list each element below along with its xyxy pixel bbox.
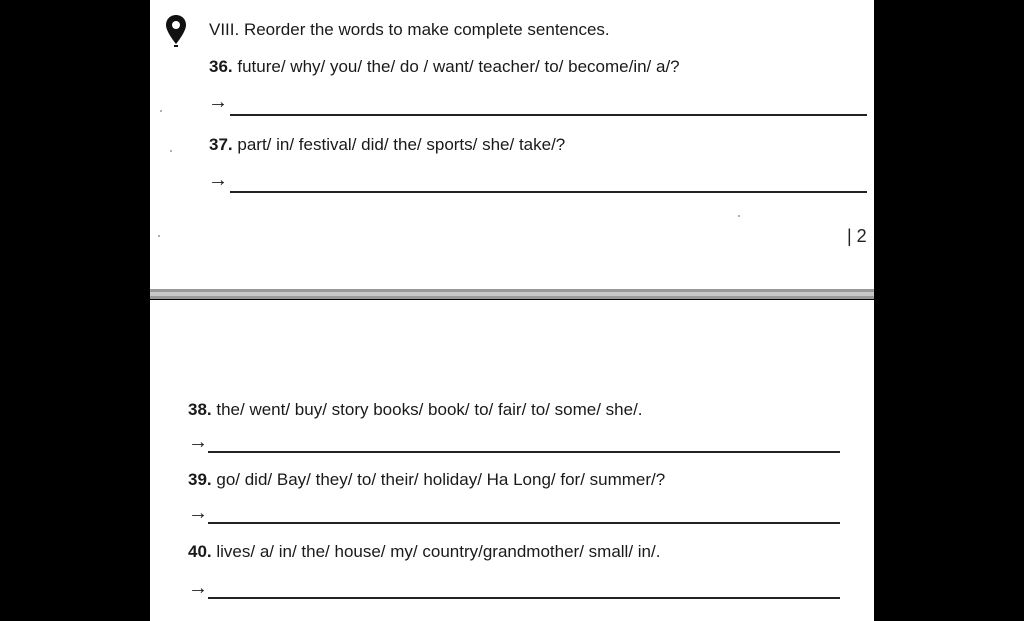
- answer-line-36[interactable]: [230, 114, 867, 116]
- question-words: go/ did/ Bay/ they/ to/ their/ holiday/ Ha Long/ for/ summer/?: [216, 470, 666, 489]
- answer-arrow: →: [208, 169, 228, 191]
- question-words: the/ went/ buy/ story books/ book/ to/ fair/ to/ some/ she/.: [216, 400, 643, 419]
- location-pin-icon: [165, 14, 187, 50]
- question-words: part/ in/ festival/ did/ the/ sports/ she/ take/?: [237, 135, 566, 154]
- question-number: 38.: [188, 400, 212, 419]
- section-heading: VIII. Reorder the words to make complete sentences.: [209, 20, 610, 39]
- question-38: [188, 400, 643, 420]
- worksheet-page-bottom: [150, 300, 874, 621]
- question-39: [188, 470, 665, 490]
- scan-speck: [170, 150, 172, 152]
- question-40: [188, 542, 660, 562]
- answer-arrow: →: [188, 431, 208, 453]
- answer-arrow: →: [188, 502, 208, 524]
- scan-speck: [160, 110, 162, 112]
- question-37: [209, 135, 565, 155]
- page-number: | 2: [847, 226, 867, 246]
- answer-line-37[interactable]: [230, 191, 867, 193]
- question-number: 39.: [188, 470, 212, 489]
- scan-speck: [158, 235, 160, 237]
- question-number: 36.: [209, 57, 233, 76]
- answer-line-38[interactable]: [208, 451, 840, 453]
- question-words: future/ why/ you/ the/ do / want/ teacher/ to/ become/in/ a/?: [237, 57, 680, 76]
- answer-arrow: →: [208, 91, 228, 113]
- question-number: 40.: [188, 542, 212, 561]
- scan-speck: [738, 215, 740, 217]
- answer-arrow: →: [188, 577, 208, 599]
- question-36: [209, 57, 680, 77]
- question-number: 37.: [209, 135, 233, 154]
- page-divider: [150, 289, 874, 299]
- answer-line-40[interactable]: [208, 597, 840, 599]
- answer-line-39[interactable]: [208, 522, 840, 524]
- question-words: lives/ a/ in/ the/ house/ my/ country/grandmother/ small/ in/.: [216, 542, 661, 561]
